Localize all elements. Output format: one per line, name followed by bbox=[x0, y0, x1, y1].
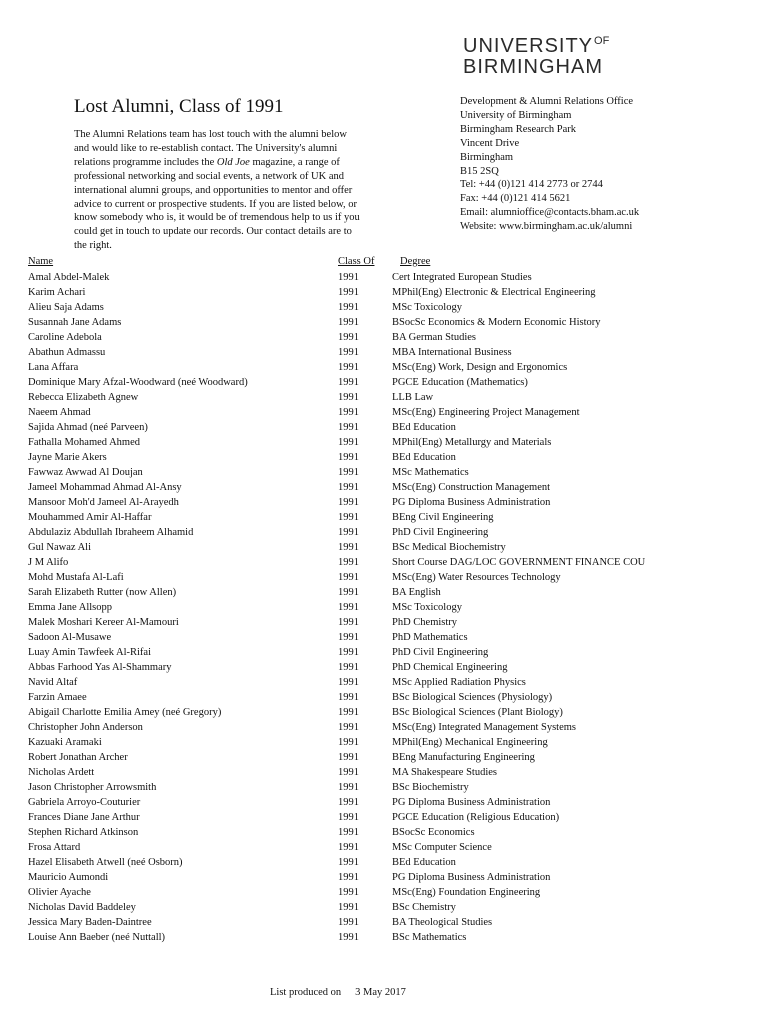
contact-details bbox=[460, 95, 760, 234]
contact-telephone: Tel: +44 (0)121 414 2773 or 2744 bbox=[460, 179, 603, 191]
alumni-name: Mohd Mustafa Al-Lafi bbox=[28, 572, 124, 583]
alumni-class-of: 1991 bbox=[338, 587, 359, 598]
table-row bbox=[0, 750, 768, 765]
alumni-degree: PG Diploma Business Administration bbox=[392, 797, 551, 808]
alumni-class-of: 1991 bbox=[338, 752, 359, 763]
alumni-class-of: 1991 bbox=[338, 722, 359, 733]
alumni-name: Abigail Charlotte Emilia Amey (neé Gregory) bbox=[28, 707, 222, 718]
alumni-degree: MSc(Eng) Water Resources Technology bbox=[392, 572, 561, 583]
alumni-class-of: 1991 bbox=[338, 452, 359, 463]
table-row bbox=[0, 570, 768, 585]
alumni-degree: MSc(Eng) Integrated Management Systems bbox=[392, 722, 576, 733]
alumni-degree: MSc Mathematics bbox=[392, 467, 469, 478]
intro-text-part1: The Alumni Relations team has lost touch with the alumni below and would like to re-establish contact. The University's alumni relations programme includes the bbox=[74, 129, 347, 168]
intro-text-part2: magazine, a range of professional networking and social events, a network of UK and international alumni groups, and opportunities to mentor and offer advice to current or prospective students. If you are listed below, or know somebody who is, it would be of tremendous help to us if you could get in touch to update our records. Our contact details are to the right. bbox=[74, 156, 360, 252]
alumni-name: Abathun Admassu bbox=[28, 347, 106, 358]
alumni-degree: PGCE Education (Mathematics) bbox=[392, 377, 528, 388]
contact-website: Website: www.birmingham.ac.uk/alumni bbox=[460, 221, 633, 233]
alumni-name: Jameel Mohammad Ahmad Al-Ansy bbox=[28, 482, 182, 493]
alumni-class-of: 1991 bbox=[338, 902, 359, 913]
alumni-degree: PGCE Education (Religious Education) bbox=[392, 812, 560, 823]
alumni-degree: PhD Civil Engineering bbox=[392, 527, 489, 538]
alumni-degree: MSc(Eng) Work, Design and Ergonomics bbox=[392, 362, 568, 373]
alumni-class-of: 1991 bbox=[338, 272, 359, 283]
alumni-degree: PG Diploma Business Administration bbox=[392, 497, 551, 508]
alumni-degree: MBA International Business bbox=[392, 347, 512, 358]
table-row bbox=[0, 525, 768, 540]
alumni-name: Frances Diane Jane Arthur bbox=[28, 812, 140, 823]
alumni-name: Karim Achari bbox=[28, 287, 86, 298]
alumni-degree: MA Shakespeare Studies bbox=[392, 767, 497, 778]
alumni-class-of: 1991 bbox=[338, 497, 359, 508]
table-row bbox=[0, 270, 768, 285]
alumni-degree: BA Theological Studies bbox=[392, 917, 493, 928]
alumni-name: Nicholas David Baddeley bbox=[28, 902, 136, 913]
alumni-degree: Cert Integrated European Studies bbox=[392, 272, 532, 283]
table-row bbox=[0, 825, 768, 840]
contact-fax: Fax: +44 (0)121 414 5621 bbox=[460, 193, 571, 205]
table-row bbox=[0, 780, 768, 795]
alumni-class-of: 1991 bbox=[338, 467, 359, 478]
alumni-name: Luay Amin Tawfeek Al-Rifai bbox=[28, 647, 152, 658]
alumni-name: Kazuaki Aramaki bbox=[28, 737, 102, 748]
table-row bbox=[0, 510, 768, 525]
magazine-name: Old Joe bbox=[216, 156, 250, 168]
alumni-name: Emma Jane Allsopp bbox=[28, 602, 112, 613]
alumni-degree: BSc Biochemistry bbox=[392, 782, 469, 793]
alumni-degree: MSc Applied Radiation Physics bbox=[392, 677, 526, 688]
alumni-name: Robert Jonathan Archer bbox=[28, 752, 128, 763]
table-row bbox=[0, 300, 768, 315]
alumni-degree: BEng Manufacturing Engineering bbox=[392, 752, 535, 763]
alumni-name: Rebecca Elizabeth Agnew bbox=[28, 392, 139, 403]
alumni-degree: MSc(Eng) Foundation Engineering bbox=[392, 887, 541, 898]
alumni-degree: MSc Toxicology bbox=[392, 602, 462, 613]
alumni-degree: MSc(Eng) Construction Management bbox=[392, 482, 551, 493]
alumni-class-of: 1991 bbox=[338, 797, 359, 808]
table-row bbox=[0, 420, 768, 435]
table-row bbox=[0, 435, 768, 450]
alumni-class-of: 1991 bbox=[338, 812, 359, 823]
alumni-degree: Short Course DAG/LOC GOVERNMENT FINANCE COU bbox=[392, 557, 646, 568]
alumni-degree: MSc Toxicology bbox=[392, 302, 462, 313]
alumni-name: J M Alifo bbox=[28, 557, 69, 568]
table-row bbox=[0, 480, 768, 495]
alumni-name: Olivier Ayache bbox=[28, 887, 91, 898]
alumni-name: Christopher John Anderson bbox=[28, 722, 143, 733]
alumni-class-of: 1991 bbox=[338, 512, 359, 523]
logo-of-text: OF bbox=[594, 35, 610, 47]
alumni-class-of: 1991 bbox=[338, 557, 359, 568]
alumni-class-of: 1991 bbox=[338, 542, 359, 553]
alumni-class-of: 1991 bbox=[338, 572, 359, 583]
alumni-class-of: 1991 bbox=[338, 827, 359, 838]
table-row bbox=[0, 795, 768, 810]
alumni-name: Susannah Jane Adams bbox=[28, 317, 122, 328]
alumni-class-of: 1991 bbox=[338, 482, 359, 493]
page-title: Lost Alumni, Class of 1991 bbox=[74, 96, 284, 117]
alumni-degree: BA German Studies bbox=[392, 332, 476, 343]
alumni-class-of: 1991 bbox=[338, 857, 359, 868]
alumni-class-of: 1991 bbox=[338, 332, 359, 343]
alumni-name: Abbas Farhood Yas Al-Shammary bbox=[28, 662, 172, 673]
alumni-name: Dominique Mary Afzal-Woodward (neé Woodward) bbox=[28, 377, 248, 388]
alumni-class-of: 1991 bbox=[338, 422, 359, 433]
alumni-name: Mouhammed Amir Al-Haffar bbox=[28, 512, 152, 523]
alumni-name: Abdulaziz Abdullah Ibraheem Alhamid bbox=[28, 527, 194, 538]
alumni-degree: PhD Chemical Engineering bbox=[392, 662, 508, 673]
alumni-list bbox=[0, 270, 768, 945]
table-row bbox=[0, 690, 768, 705]
table-row bbox=[0, 345, 768, 360]
alumni-name: Louise Ann Baeber (neé Nuttall) bbox=[28, 932, 166, 943]
table-row bbox=[0, 645, 768, 660]
alumni-degree: PhD Mathematics bbox=[392, 632, 468, 643]
table-row bbox=[0, 855, 768, 870]
logo-university-text: UNIVERSITY bbox=[463, 35, 594, 57]
table-row bbox=[0, 720, 768, 735]
table-row bbox=[0, 600, 768, 615]
table-row bbox=[0, 465, 768, 480]
column-header-degree: Degree bbox=[400, 256, 431, 267]
alumni-name: Gul Nawaz Ali bbox=[28, 542, 91, 553]
table-row bbox=[0, 930, 768, 945]
alumni-name: Nicholas Ardett bbox=[28, 767, 95, 778]
alumni-class-of: 1991 bbox=[338, 377, 359, 388]
alumni-class-of: 1991 bbox=[338, 737, 359, 748]
alumni-name: Stephen Richard Atkinson bbox=[28, 827, 139, 838]
table-row bbox=[0, 360, 768, 375]
alumni-class-of: 1991 bbox=[338, 872, 359, 883]
alumni-degree: PG Diploma Business Administration bbox=[392, 872, 551, 883]
alumni-degree: PhD Civil Engineering bbox=[392, 647, 489, 658]
column-header-name: Name bbox=[28, 256, 54, 267]
alumni-name: Mansoor Moh'd Jameel Al-Arayedh bbox=[28, 497, 179, 508]
table-row bbox=[0, 285, 768, 300]
alumni-name: Malek Moshari Kereer Al-Mamouri bbox=[28, 617, 179, 628]
alumni-class-of: 1991 bbox=[338, 767, 359, 778]
alumni-name: Fathalla Mohamed Ahmed bbox=[28, 437, 140, 448]
alumni-degree: BEd Education bbox=[392, 857, 456, 868]
table-row bbox=[0, 630, 768, 645]
alumni-name: Gabriela Arroyo-Couturier bbox=[28, 797, 141, 808]
alumni-class-of: 1991 bbox=[338, 602, 359, 613]
table-row bbox=[0, 495, 768, 510]
alumni-name: Amal Abdel-Malek bbox=[28, 272, 110, 283]
alumni-name: Sajida Ahmad (neé Parveen) bbox=[28, 422, 148, 433]
table-row bbox=[0, 315, 768, 330]
alumni-name: Sadoon Al-Musawe bbox=[28, 632, 112, 643]
alumni-class-of: 1991 bbox=[338, 662, 359, 673]
alumni-class-of: 1991 bbox=[338, 632, 359, 643]
alumni-degree: MSc Computer Science bbox=[392, 842, 492, 853]
alumni-degree: MPhil(Eng) Metallurgy and Materials bbox=[392, 437, 552, 448]
alumni-degree: MPhil(Eng) Mechanical Engineering bbox=[392, 737, 548, 748]
table-row bbox=[0, 375, 768, 390]
column-header-class-of: Class Of bbox=[338, 256, 375, 267]
alumni-class-of: 1991 bbox=[338, 317, 359, 328]
alumni-name: Caroline Adebola bbox=[28, 332, 102, 343]
list-produced-footer bbox=[270, 987, 406, 998]
alumni-class-of: 1991 bbox=[338, 782, 359, 793]
alumni-class-of: 1991 bbox=[338, 692, 359, 703]
alumni-class-of: 1991 bbox=[338, 302, 359, 313]
logo-birmingham-text: BIRMINGHAM bbox=[463, 56, 603, 78]
alumni-class-of: 1991 bbox=[338, 842, 359, 853]
table-row bbox=[0, 555, 768, 570]
alumni-degree: BSc Chemistry bbox=[392, 902, 456, 913]
table-row bbox=[0, 615, 768, 630]
footer-label: List produced on bbox=[270, 987, 342, 998]
alumni-name: Jayne Marie Akers bbox=[28, 452, 107, 463]
contact-office: Development & Alumni Relations Office bbox=[460, 96, 634, 107]
table-row bbox=[0, 540, 768, 555]
table-row bbox=[0, 900, 768, 915]
alumni-name: Frosa Attard bbox=[28, 842, 81, 853]
table-row bbox=[0, 390, 768, 405]
alumni-degree: MSc(Eng) Engineering Project Management bbox=[392, 407, 580, 418]
contact-email: Email: alumnioffice@contacts.bham.ac.uk bbox=[460, 207, 640, 219]
table-row bbox=[0, 885, 768, 900]
contact-street: Vincent Drive bbox=[460, 137, 520, 149]
contact-research-park: Birmingham Research Park bbox=[460, 123, 577, 135]
alumni-class-of: 1991 bbox=[338, 392, 359, 403]
table-row bbox=[0, 915, 768, 930]
alumni-class-of: 1991 bbox=[338, 362, 359, 373]
alumni-degree: PhD Chemistry bbox=[392, 617, 458, 628]
table-row bbox=[0, 660, 768, 675]
alumni-class-of: 1991 bbox=[338, 647, 359, 658]
table-row bbox=[0, 330, 768, 345]
alumni-name: Navid Altaf bbox=[28, 677, 78, 688]
table-row bbox=[0, 840, 768, 855]
alumni-degree: BEd Education bbox=[392, 452, 456, 463]
alumni-degree: BSc Biological Sciences (Physiology) bbox=[392, 692, 553, 703]
alumni-name: Lana Affara bbox=[28, 362, 79, 373]
footer-date: 3 May 2017 bbox=[355, 987, 406, 998]
alumni-degree: LLB Law bbox=[392, 392, 434, 403]
alumni-degree: MPhil(Eng) Electronic & Electrical Engineering bbox=[392, 287, 596, 298]
table-row bbox=[0, 765, 768, 780]
alumni-class-of: 1991 bbox=[338, 932, 359, 943]
intro-paragraph bbox=[74, 128, 364, 253]
table-row bbox=[0, 810, 768, 825]
alumni-class-of: 1991 bbox=[338, 677, 359, 688]
table-row bbox=[0, 675, 768, 690]
contact-postcode: B15 2SQ bbox=[460, 165, 499, 177]
alumni-class-of: 1991 bbox=[338, 707, 359, 718]
alumni-degree: BSc Medical Biochemistry bbox=[392, 542, 506, 553]
table-row bbox=[0, 705, 768, 720]
alumni-degree: BSc Biological Sciences (Plant Biology) bbox=[392, 707, 563, 718]
alumni-class-of: 1991 bbox=[338, 407, 359, 418]
alumni-name: Fawwaz Awwad Al Doujan bbox=[28, 467, 143, 478]
table-row bbox=[0, 870, 768, 885]
alumni-name: Hazel Elisabeth Atwell (neé Osborn) bbox=[28, 857, 183, 868]
alumni-class-of: 1991 bbox=[338, 437, 359, 448]
table-row bbox=[0, 735, 768, 750]
alumni-name: Sarah Elizabeth Rutter (now Allen) bbox=[28, 587, 177, 598]
alumni-degree: BEd Education bbox=[392, 422, 456, 433]
alumni-list-header bbox=[0, 256, 768, 270]
alumni-name: Alieu Saja Adams bbox=[28, 302, 104, 313]
alumni-name: Jessica Mary Baden-Daintree bbox=[28, 917, 152, 928]
table-row bbox=[0, 450, 768, 465]
alumni-degree: BSocSc Economics bbox=[392, 827, 475, 838]
alumni-name: Naeem Ahmad bbox=[28, 407, 91, 418]
alumni-degree: BSc Mathematics bbox=[392, 932, 467, 943]
alumni-class-of: 1991 bbox=[338, 917, 359, 928]
contact-university: University of Birmingham bbox=[460, 109, 572, 121]
alumni-degree: BEng Civil Engineering bbox=[392, 512, 494, 523]
university-logo bbox=[463, 36, 609, 77]
alumni-degree: BSocSc Economics & Modern Economic History bbox=[392, 317, 601, 328]
table-row bbox=[0, 585, 768, 600]
alumni-degree: BA English bbox=[392, 587, 441, 598]
table-row bbox=[0, 405, 768, 420]
alumni-class-of: 1991 bbox=[338, 287, 359, 298]
alumni-name: Mauricio Aumondi bbox=[28, 872, 109, 883]
alumni-class-of: 1991 bbox=[338, 617, 359, 628]
alumni-name: Farzin Amaee bbox=[28, 692, 87, 703]
contact-city: Birmingham bbox=[460, 151, 514, 163]
alumni-name: Jason Christopher Arrowsmith bbox=[28, 782, 157, 793]
alumni-class-of: 1991 bbox=[338, 887, 359, 898]
alumni-class-of: 1991 bbox=[338, 527, 359, 538]
alumni-class-of: 1991 bbox=[338, 347, 359, 358]
